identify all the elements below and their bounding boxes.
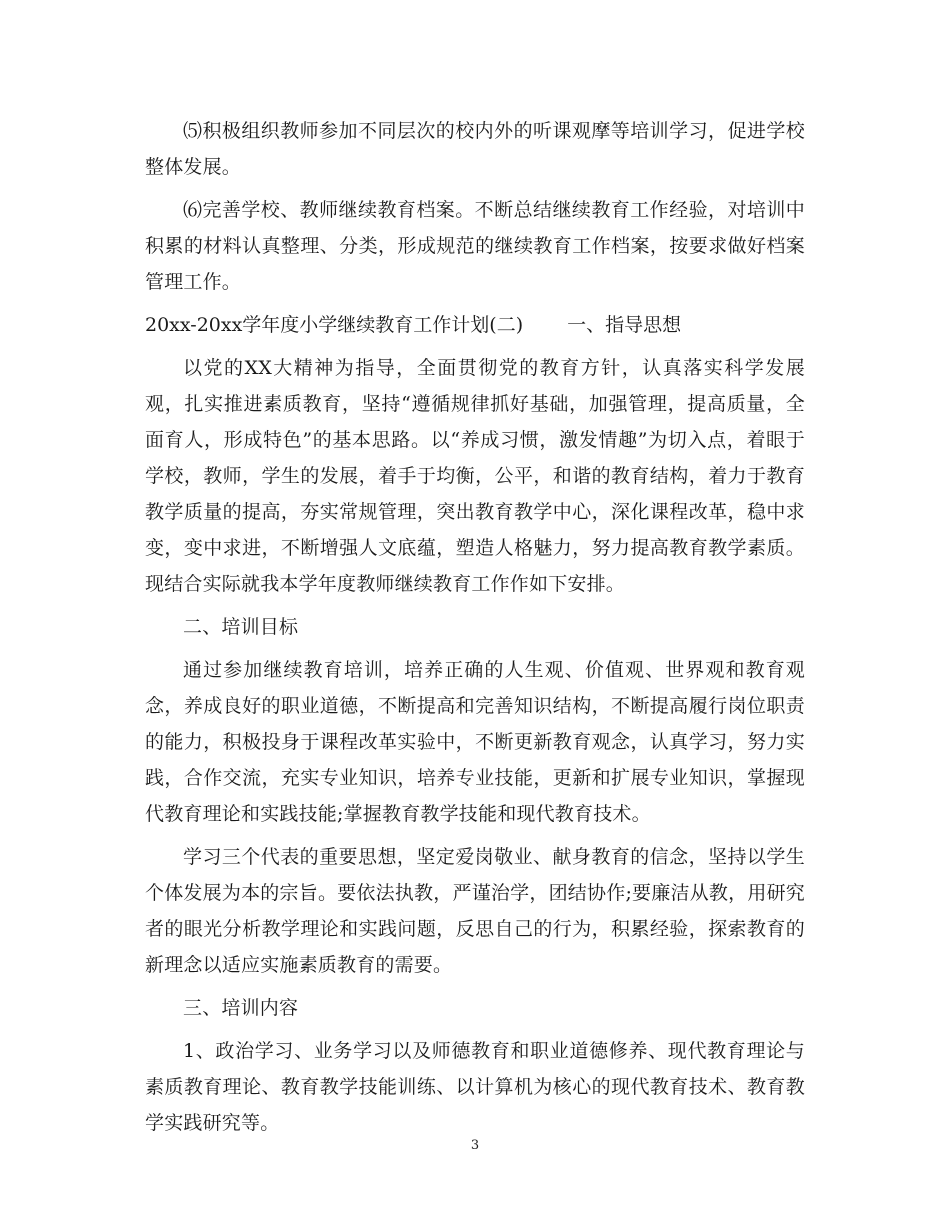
page-number: 3 xyxy=(470,1138,480,1153)
paragraph-item-5: ⑸积极组织教师参加不同层次的校内外的听课观摩等培训学习，促进学校整体发展。 xyxy=(145,120,805,178)
paragraph-item-6: ⑹完善学校、教师继续教育档案。不断总结继续教育工作经验，对培训中积累的材料认真整理、分类，形成规范的继续教育工作档案，按要求做好档案管理工作。 xyxy=(145,199,805,293)
section-body-training-content: 1、政治学习、业务学习以及师德教育和职业道德修养、现代教育理论与素质教育理论、教育教学技能训练、以计算机为核心的现代教育技术、教育教学实践研究等。 xyxy=(145,1040,805,1134)
plan-title: 20xx-20xx学年度小学继续教育工作计划(二) xyxy=(145,314,524,336)
section-heading-guiding-ideology: 一、指导思想 xyxy=(567,314,682,336)
section-heading-training-content: 三、培训内容 xyxy=(183,997,299,1019)
section-body-training-goals-2: 学习三个代表的重要思想，坚定爱岗敬业、献身教育的信念，坚持以学生个体发展为本的宗旨。要依法执教，严谨治学，团结协作;要廉洁从教，用研究者的眼光分析教学理论和实践问题，反思自己的行为，积累经验，探索教育的新理念以适应实施素质教育的需要。 xyxy=(145,846,805,976)
section-body-guiding-ideology: 以党的XX大精神为指导，全面贯彻党的教育方针，认真落实科学发展观，扎实推进素质教育，坚持“遵循规律抓好基础，加强管理，提高质量，全面育人，形成特色”的基本思路。以“养成习惯，激发情趣”为切入点，着眼于学校，教师，学生的发展，着手于均衡，公平，和谐的教育结构，着力于教育教学质量的提高，夯实常规管理，突出教育教学中心，深化课程改革，稳中求变，变中求进，不断增强人文底蕴，塑造人格魅力，努力提高教育教学素质。现结合实际就我本学年度教师继续教育工作作如下安排。 xyxy=(145,357,805,595)
section-heading-training-goals: 二、培训目标 xyxy=(183,616,299,638)
plan-title-line xyxy=(145,307,805,343)
document-body xyxy=(145,113,805,1148)
section-body-training-goals-1: 通过参加继续教育培训，培养正确的人生观、价值观、世界观和教育观念，养成良好的职业道德，不断提高和完善知识结构，不断提高履行岗位职责的能力，积极投身于课程改革实验中，不断更新教育观念，认真学习，努力实践，合作交流，充实专业知识，培养专业技能，更新和扩展专业知识，掌握现代教育理论和实践技能;掌握教育教学技能和现代教育技术。 xyxy=(145,659,805,825)
